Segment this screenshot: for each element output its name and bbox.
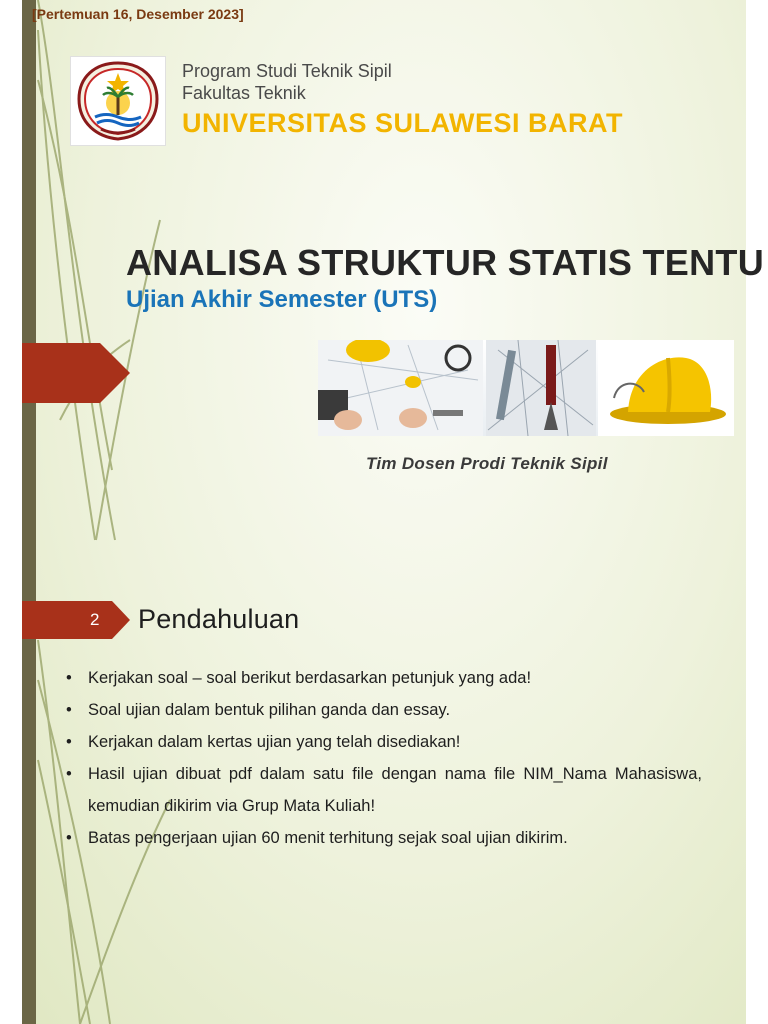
faculty-name: Fakultas Teknik: [182, 83, 306, 103]
exam-subtitle: Ujian Akhir Semester (UTS): [126, 286, 438, 313]
institution-block: [182, 60, 392, 104]
list-item: • Batas pengerjaan ujian 60 menit terhitung sejak soal ujian dikirim.: [66, 822, 702, 854]
lecturer-team: Tim Dosen Prodi Teknik Sipil: [366, 454, 608, 473]
instruction-list: [66, 662, 702, 854]
university-logo: [70, 56, 166, 146]
list-item: • Hasil ujian dibuat pdf dalam satu file dengan nama file NIM_Nama Mahasiswa, kemudian dikirim via Grup Mata Kuliah!: [66, 758, 702, 822]
list-item: • Kerjakan soal – soal berikut berdasarkan petunjuk yang ada!: [66, 662, 702, 694]
program-name: Program Studi Teknik Sipil: [182, 61, 392, 81]
engineering-tools-image: [318, 340, 734, 436]
section-number-value: 2: [90, 610, 100, 629]
list-item: • Soal ujian dalam bentuk pilihan ganda dan essay.: [66, 694, 702, 726]
course-title: ANALISA STRUKTUR STATIS TENTU: [126, 242, 764, 283]
list-item: • Kerjakan dalam kertas ujian yang telah disediakan!: [66, 726, 702, 758]
red-arrow-tag: [22, 343, 130, 403]
meeting-date-header: [Pertemuan 16, Desember 2023]: [32, 6, 244, 22]
university-name: UNIVERSITAS SULAWESI BARAT: [182, 108, 624, 138]
section-title: Pendahuluan: [138, 604, 300, 634]
